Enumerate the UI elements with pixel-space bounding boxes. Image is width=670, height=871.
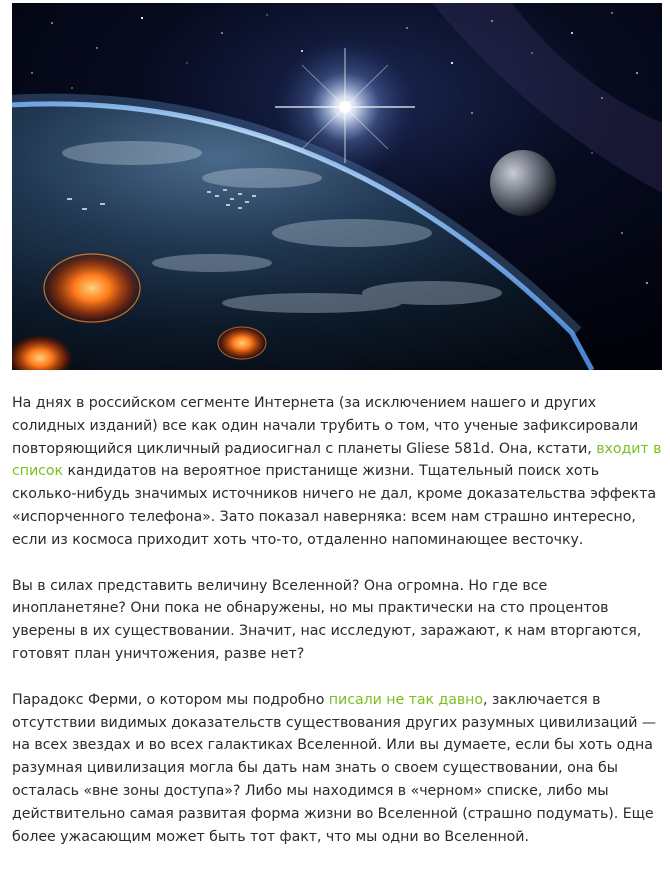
space-illustration xyxy=(12,3,662,370)
paragraph-3 xyxy=(12,689,662,849)
hero-image xyxy=(12,3,662,370)
paragraph-3-text-after: , заключается в отсутствии видимых доказательств существования других разумных цивилизаций — на всех звездах и во всех галактиках Вселенной. Или вы думаете, если бы хоть одна разумная цивилизация могла бы дать нам знать о своем существовании, она бы осталась «вне зоны доступа»? Либо мы находимся в «черном» списке, либо мы действительно самая развитая форма жизни во Вселенной (страшно подумать). Еще более ужасающим может быть тот факт, что мы одни во Вселенной. xyxy=(12,691,657,845)
paragraph-1 xyxy=(12,392,662,552)
paragraph-2: Вы в силах представить величину Вселенной? Она огромна. Но где все инопланетяне? Они пока не обнаружены, но мы практически на сто процентов уверены в их существовании. Значит, нас исследуют, заражают, к нам вторгаются, готовят план уничтожения, разве нет? xyxy=(12,577,642,662)
link-in-list[interactable]: входит в список xyxy=(12,440,662,480)
paragraph-3-text-before: Парадокс Ферми, о котором мы подробно xyxy=(12,691,329,708)
paragraph-1-text-after: кандидатов на вероятное пристанище жизни. Тщательный поиск хоть сколько-нибудь значимых источников ничего не дал, кроме доказательства эффекта «испорченного телефона». Зато показал наверняка: всем нам страшно интересно, если из космоса приходит хоть что-то, отдаленно напоминающее весточку. xyxy=(12,463,657,548)
moon xyxy=(490,150,556,216)
paragraph-1-text-before: На днях в российском сегменте Интернета (за исключением нашего и других солидных изданий) все как один начали трубить о том, что ученые зафиксировали повторяющийся цикличный радиосигнал с планеты Gliese 581d. Она, кстати, xyxy=(12,395,639,457)
link-wrote-recently[interactable]: писали не так давно xyxy=(328,691,484,708)
article-body xyxy=(12,392,662,871)
